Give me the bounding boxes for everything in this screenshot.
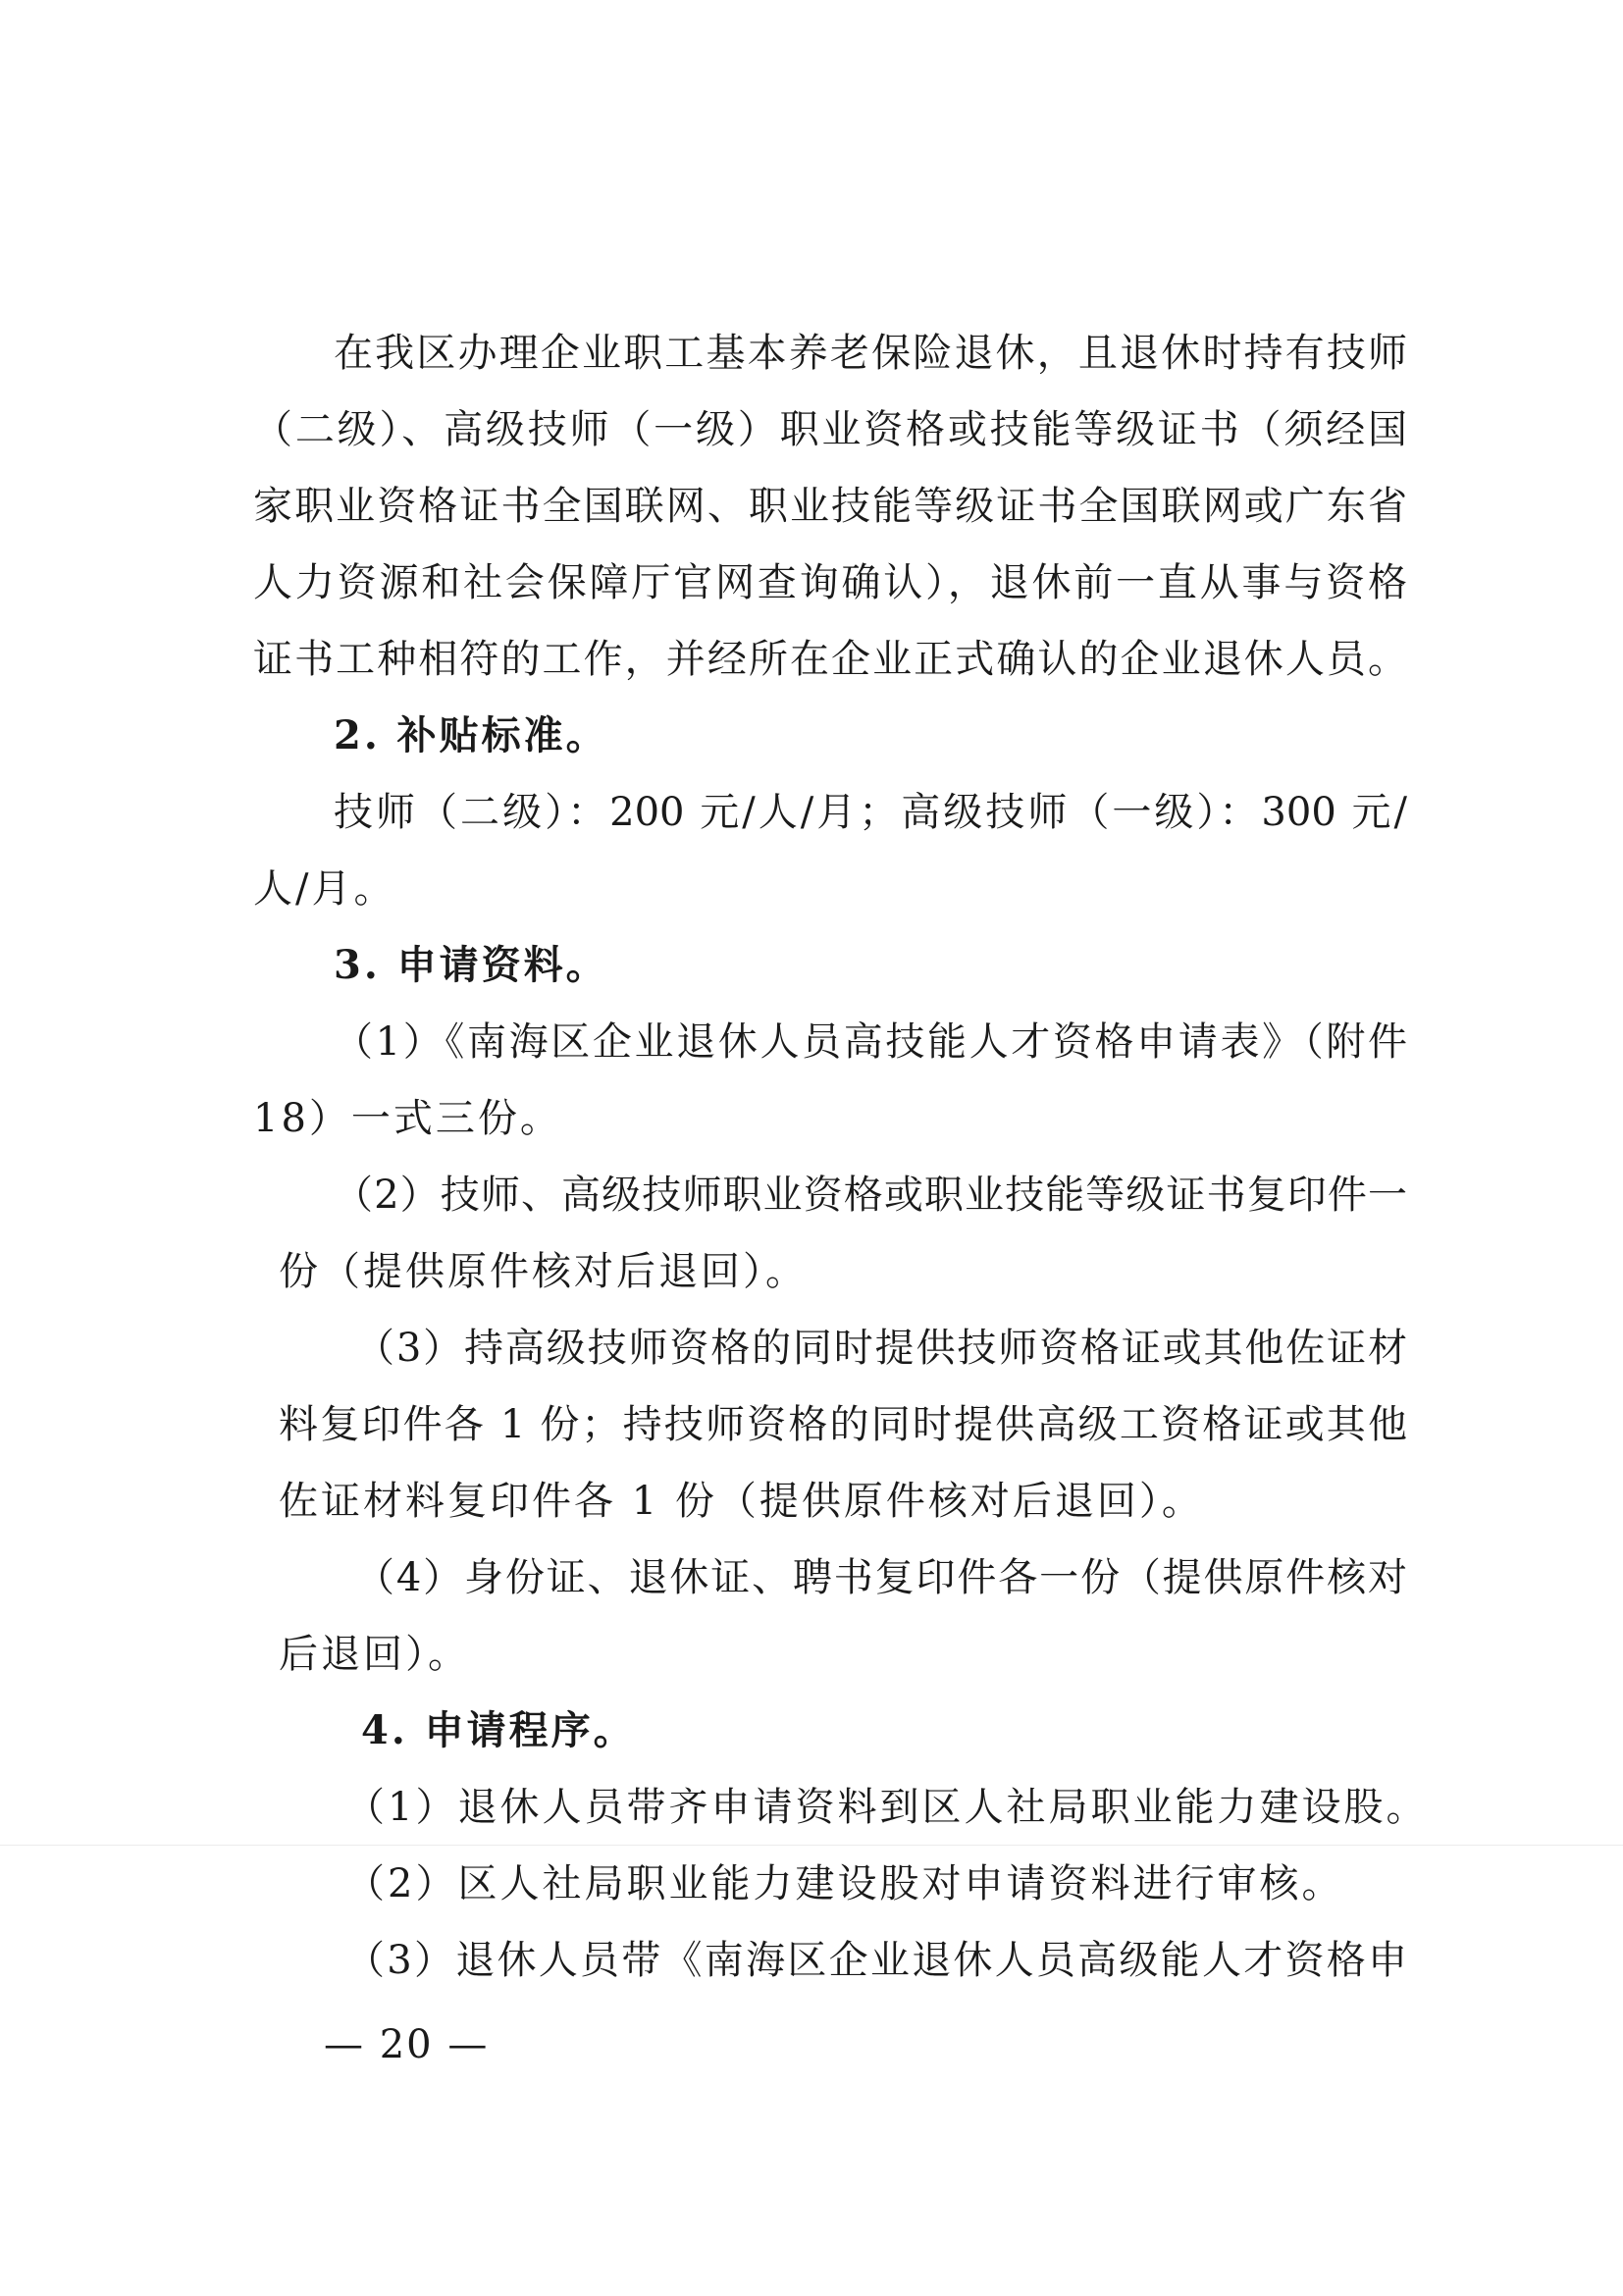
section-heading-application-procedure: 4. 申请程序。	[361, 1707, 636, 1753]
material-item-2-line-2: 份（提供原件核对后退回）。	[279, 1249, 808, 1294]
paragraph-eligibility-line-1: 在我区办理企业职工基本养老保险退休，且退休时持有技师	[334, 331, 1407, 376]
procedure-step-2: （2）区人社局职业能力建设股对申请资料进行审核。	[345, 1861, 1344, 1906]
material-item-3-line-1: （3）持高级技师资格的同时提供技师资格证或其他佐证材	[355, 1326, 1407, 1371]
material-item-1-line-2: 18）一式三份。	[253, 1096, 562, 1141]
material-item-4-line-1: （4）身份证、退休证、聘书复印件各一份（提供原件核对	[355, 1555, 1407, 1600]
paragraph-subsidy-line-2: 人/月。	[253, 866, 396, 912]
material-item-1-line-1: （1）《南海区企业退休人员高技能人才资格申请表》（附件	[334, 1019, 1407, 1065]
section-heading-application-materials: 3. 申请资料。	[334, 942, 608, 988]
paragraph-subsidy-line-1: 技师（二级）：200 元/人/月；高级技师（一级）：300 元/	[334, 790, 1407, 835]
page-number: — 20 —	[324, 2022, 490, 2067]
paragraph-eligibility-line-5: 证书工种相符的工作，并经所在企业正式确认的企业退休人员。	[253, 637, 1407, 682]
material-item-2-line-1: （2）技师、高级技师职业资格或职业技能等级证书复印件一	[334, 1173, 1407, 1218]
material-item-3-line-3: 佐证材料复印件各 1 份（提供原件核对后退回）。	[279, 1479, 1204, 1524]
scan-artifact-line	[0, 1845, 1623, 1846]
paragraph-eligibility-line-2: （二级）、高级技师（一级）职业资格或技能等级证书（须经国	[253, 407, 1407, 452]
procedure-step-1: （1）退休人员带齐申请资料到区人社局职业能力建设股。	[345, 1785, 1429, 1830]
paragraph-eligibility-line-3: 家职业资格证书全国联网、职业技能等级证书全国联网或广东省	[253, 484, 1407, 529]
section-heading-subsidy-standard: 2. 补贴标准。	[334, 712, 608, 758]
material-item-3-line-2: 料复印件各 1 份；持技师资格的同时提供高级工资格证或其他	[279, 1402, 1407, 1447]
material-item-4-line-2: 后退回）。	[279, 1632, 470, 1677]
procedure-step-3: （3）退休人员带《南海区企业退休人员高级能人才资格申	[345, 1938, 1407, 1983]
paragraph-eligibility-line-4: 人力资源和社会保障厅官网查询确认），退休前一直从事与资格	[253, 560, 1407, 605]
